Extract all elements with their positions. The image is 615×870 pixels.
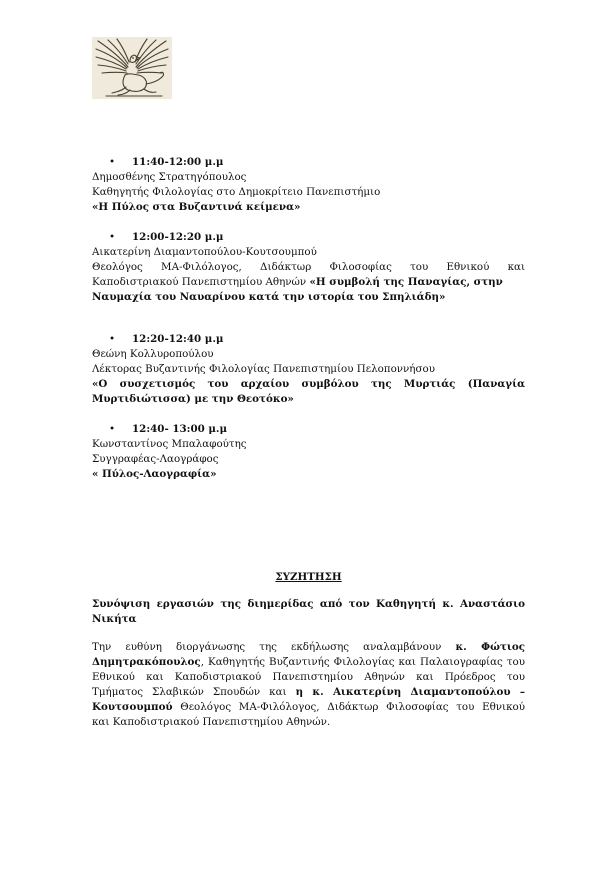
organizers-line2-text: , Καθηγητής Βυζαντινής Φιλολογίας και Παλαιογραφίας του bbox=[200, 656, 525, 668]
bullet-icon: • bbox=[109, 156, 116, 168]
session-4-affiliation: Συγγραφέας-Λαογράφος bbox=[92, 453, 219, 465]
discussion-summary-line1: Συνόψιση εργασιών της διημερίδας από τον Καθηγητή κ. Αναστάσιο bbox=[92, 598, 525, 610]
discussion-summary bbox=[92, 597, 525, 627]
session-3-affiliation: Λέκτορας Βυζαντινής Φιλολογίας Πανεπιστημίου Πελοποννήσου bbox=[92, 363, 435, 375]
discussion-summary-line2: Νικήτα bbox=[92, 613, 137, 625]
griffin-emblem-icon bbox=[92, 37, 172, 99]
organizers-line1 bbox=[92, 640, 525, 655]
session-2-title-part2: Ναυμαχία του Ναυαρίνου κατά την ιστορία του Σπηλιάδη» bbox=[92, 291, 446, 303]
session-2-title-part1: «Η συμβολή της Παναγίας, στην bbox=[309, 276, 503, 288]
organizers-line2 bbox=[92, 655, 525, 670]
organizers-line4-text: Τμήματος Σλαβικών Σπουδών και bbox=[92, 686, 296, 698]
organizers-line5 bbox=[92, 700, 525, 715]
session-4 bbox=[92, 422, 525, 482]
session-1 bbox=[92, 155, 525, 215]
session-2-affiliation-line1: Θεολόγος ΜΑ-Φιλόλογος, Διδάκτωρ Φιλοσοφίας του Εθνικού και bbox=[92, 261, 525, 273]
session-4-speaker: Κωνσταντίνος Μπαλαφούτης bbox=[92, 438, 247, 450]
session-2-speaker: Αικατερίνη Διαμαντοπούλου-Κουτσουμπού bbox=[92, 246, 317, 258]
organizers-line1-text: Την ευθύνη διοργάνωσης της εκδήλωσης αναλαμβάνουν bbox=[92, 641, 456, 653]
organizers-line6: και Καποδιστριακού Πανεπιστημίου Αθηνών. bbox=[92, 716, 331, 728]
session-2-affiliation-line2-text: Καποδιστριακού Πανεπιστημίου Αθηνών bbox=[92, 276, 307, 288]
organizers-line3: Εθνικού και Καποδιστριακού Πανεπιστημίου Αθηνών και Πρόεδρος του bbox=[92, 671, 525, 683]
bullet-icon: • bbox=[109, 333, 116, 345]
bullet-icon: • bbox=[109, 423, 116, 435]
session-4-title: « Πύλος-Λαογραφία» bbox=[92, 468, 217, 480]
organizer-2-name-part1: η κ. Αικατερίνη Διαμαντοπούλου – bbox=[295, 686, 525, 698]
organizers-line4 bbox=[92, 685, 525, 700]
session-3-title-line2: Μυρτιδιώτισσα) με την Θεοτόκο» bbox=[92, 393, 294, 405]
organizer-1-name-part2: Δημητρακόπουλος bbox=[92, 656, 201, 668]
session-2 bbox=[92, 230, 525, 305]
session-3-time: • 12:20-12:40 μ.μ bbox=[109, 333, 224, 345]
session-3-title-line1: «Ο συσχετισμός του αρχαίου συμβόλου της Μυρτιάς (Παναγία bbox=[92, 378, 525, 390]
session-2-time: • 12:00-12:20 μ.μ bbox=[109, 231, 224, 243]
session-1-title: «Η Πύλος στα Βυζαντινά κείμενα» bbox=[92, 201, 301, 213]
organizers-paragraph bbox=[92, 640, 525, 730]
discussion-heading: ΣΥΖΗΤΗΣΗ bbox=[275, 571, 342, 583]
organizer-1-name-part1: κ. Φώτιος bbox=[455, 641, 526, 653]
session-1-speaker: Δημοσθένης Στρατηγόπουλος bbox=[92, 171, 247, 183]
organizers-line5-text: Θεολόγος ΜΑ-Φιλόλογος, Διδάκτωρ Φιλοσοφίας του Εθνικού bbox=[172, 701, 525, 713]
organizer-2-name-part2: Κουτσουμπού bbox=[92, 701, 173, 713]
session-4-time: • 12:40- 13:00 μ.μ bbox=[109, 423, 228, 435]
session-3-speaker: Θεώνη Κολλυροπούλου bbox=[92, 348, 214, 360]
session-3 bbox=[92, 332, 525, 407]
session-2-affiliation-line2 bbox=[92, 275, 525, 290]
session-1-time: • 11:40-12:00 μ.μ bbox=[109, 156, 224, 168]
session-1-affiliation: Καθηγητής Φιλολογίας στο Δημοκρίτειο Πανεπιστήμιο bbox=[92, 186, 381, 198]
bullet-icon: • bbox=[109, 231, 116, 243]
